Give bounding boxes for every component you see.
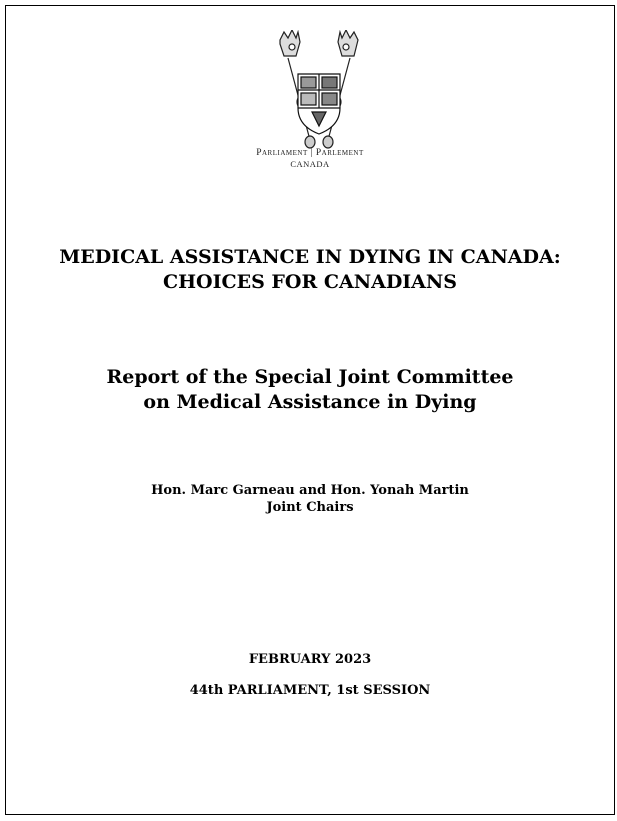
report-subtitle-line-1: Report of the Special Joint Committee <box>106 366 514 388</box>
parliament-wordmark: Parliament | Parlement <box>256 148 364 158</box>
report-title-line-2: CHOICES FOR CANADIANS <box>162 271 458 293</box>
canada-wordmark: CANADA <box>290 159 330 169</box>
report-date: FEBRUARY 2023 <box>248 652 372 667</box>
joint-chairs-names: Hon. Marc Garneau and Hon. Yonah Martin <box>151 483 469 498</box>
parliament-crest-logo <box>274 30 364 150</box>
report-cover-page <box>5 5 615 815</box>
joint-chairs-label: Joint Chairs <box>266 500 354 515</box>
parliament-session: 44th PARLIAMENT, 1st SESSION <box>189 683 431 698</box>
report-title-line-1: MEDICAL ASSISTANCE IN DYING IN CANADA: <box>59 246 561 268</box>
report-subtitle-line-2: on Medical Assistance in Dying <box>143 391 477 413</box>
